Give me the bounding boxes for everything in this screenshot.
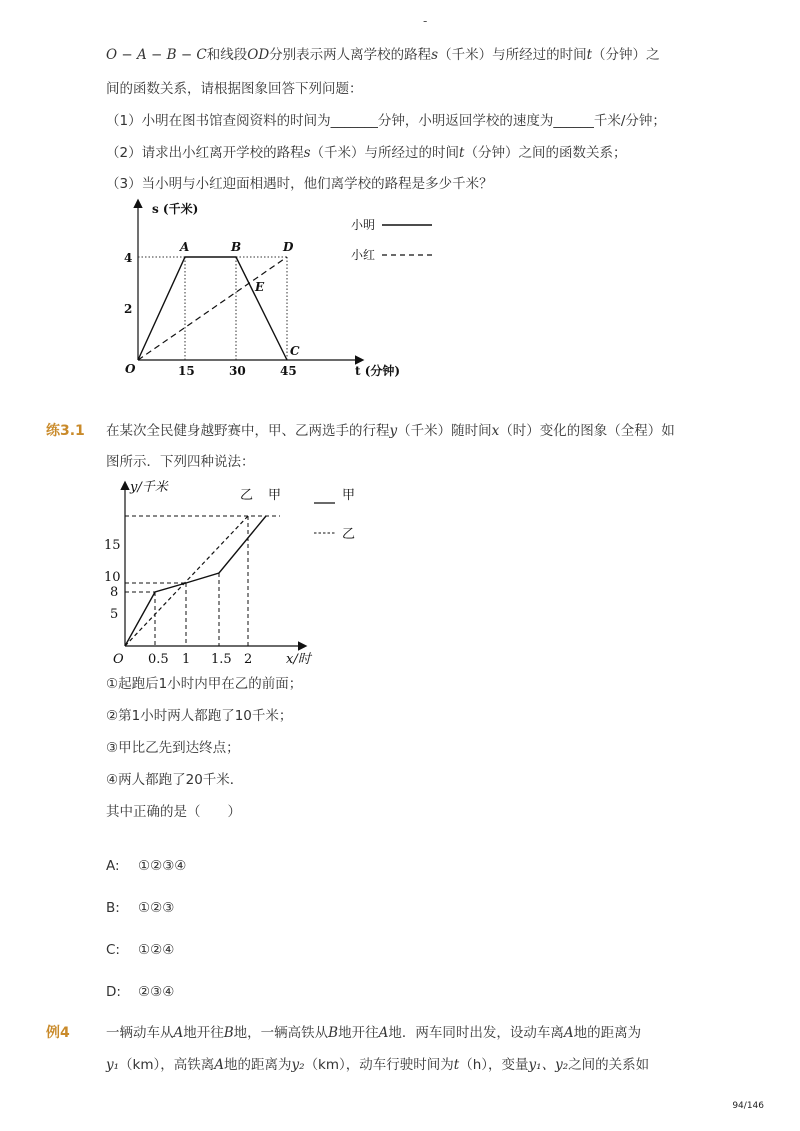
text: （千米）与所经过的时间 (438, 47, 587, 63)
math-od: OD (247, 47, 270, 63)
header-mark: - (423, 14, 428, 28)
text: （km），高铁离 (119, 1057, 215, 1073)
statement-3: ③甲比乙先到达终点； (106, 740, 240, 756)
math-path: O − A − B − C (106, 47, 207, 63)
math-t: t (453, 1057, 460, 1073)
top-label-yi: 乙 (240, 488, 254, 503)
math-t: t (586, 47, 593, 63)
text: 分别表示两人离学校的路程 (269, 47, 432, 63)
q-prev-q2 (106, 144, 626, 162)
ex31-line1 (106, 422, 675, 440)
math-x: x (491, 423, 500, 439)
x-tick-15: 15 (178, 364, 195, 378)
option-value: ②③④ (138, 984, 175, 1000)
text: 地．两车同时出发，设动车离 (388, 1025, 564, 1041)
text: （千米）随时间 (397, 423, 492, 439)
ex4-line1 (106, 1024, 641, 1042)
q-prev-q3: （3）当小明与小红迎面相遇时，他们离学校的路程是多少千米？ (106, 176, 493, 192)
point-c-label: C (290, 344, 300, 358)
x-tick-0.5: 0.5 (148, 652, 169, 667)
example-tag-text: 例4 (46, 1025, 70, 1041)
legend-xiaohong-label: 小红 (351, 248, 376, 262)
text: 地开往 (183, 1025, 224, 1041)
point-b-label: B (231, 240, 242, 254)
example-tag (46, 1024, 70, 1042)
option-value: ①②③④ (138, 858, 187, 874)
option-b[interactable] (106, 899, 174, 917)
legend-jia-label: 甲 (342, 488, 356, 503)
ex4-line2 (106, 1056, 649, 1074)
text: （千米）与所经过的时间 (310, 145, 460, 161)
option-d[interactable] (106, 983, 174, 1001)
origin-label: O (113, 652, 124, 667)
question-ask: 其中正确的是（ ） (106, 804, 241, 820)
option-key: D: (106, 984, 121, 1000)
text: 地，一辆高铁从 (233, 1025, 329, 1041)
legend-yi-label: 乙 (342, 527, 356, 542)
text: （h），变量 (459, 1057, 529, 1073)
top-label-jia: 甲 (268, 488, 282, 503)
math-a: A (563, 1025, 574, 1041)
statement-1: ①起跑后1小时内甲在乙的前面； (106, 676, 303, 692)
series-xiaohong (138, 257, 287, 360)
y-tick-8: 8 (110, 585, 119, 600)
option-value: ①②④ (138, 942, 175, 958)
x-tick-2: 2 (244, 652, 253, 667)
x-tick-1.5: 1.5 (211, 652, 232, 667)
math-s: s (431, 47, 439, 63)
exercise-tag (46, 422, 85, 440)
text: （时）变化的图象（全程）如 (499, 423, 675, 439)
math-y1-y2: y₁、y₂ (528, 1057, 569, 1073)
y-axis-label: y/千米 (130, 480, 168, 495)
point-a-label: A (180, 240, 190, 254)
y-tick-5: 5 (110, 607, 119, 622)
option-a[interactable] (106, 857, 186, 875)
x-axis-label: t (分钟) (355, 364, 401, 378)
legend-xiaoming-label: 小明 (351, 218, 376, 232)
x-tick-45: 45 (280, 364, 297, 378)
text: （分钟）之 (592, 47, 660, 63)
point-e-label: E (255, 280, 265, 294)
math-a: A (378, 1025, 389, 1041)
math-a: A (173, 1025, 184, 1041)
math-a: A (214, 1057, 225, 1073)
statement-4: ④两人都跑了20千米． (106, 772, 244, 788)
option-key: A: (106, 858, 120, 874)
text: （km），动车行驶时间为 (304, 1057, 454, 1073)
text: （分钟）之间的函数关系； (464, 145, 627, 161)
x-tick-30: 30 (229, 364, 246, 378)
math-y1: y₁ (106, 1057, 120, 1073)
ex31-line2: 图所示．下列四种说法： (106, 454, 255, 470)
y-tick-10: 10 (104, 570, 121, 585)
math-b: B (328, 1025, 339, 1041)
math-b: B (223, 1025, 234, 1041)
math-s: s (303, 145, 311, 161)
text: 和线段 (206, 47, 248, 63)
text: （2）请求出小红离开学校的路程 (106, 145, 304, 161)
text: 一辆动车从 (106, 1025, 174, 1041)
q-prev-line1 (106, 46, 660, 64)
y-tick-2: 2 (124, 302, 133, 316)
option-key: B: (106, 900, 120, 916)
page-number: 94/146 (732, 1101, 764, 1111)
text: 地的距离为 (224, 1057, 292, 1073)
math-y: y (389, 423, 398, 439)
q-prev-q1: （1）小明在图书馆查阅资料的时间为_______分钟，小明返回学校的速度为______千米/分钟； (106, 113, 666, 129)
x-tick-1: 1 (182, 652, 191, 667)
option-c[interactable] (106, 941, 174, 959)
origin-label: O (125, 362, 136, 376)
text: 地的距离为 (573, 1025, 642, 1041)
chart1 (100, 195, 460, 385)
text: 地开往 (338, 1025, 379, 1041)
text: 在某次全民健身越野赛中，甲、乙两选手的行程 (106, 423, 390, 439)
text: 之间的关系如 (568, 1057, 650, 1073)
q-prev-line2: 间的函数关系，请根据图象回答下列问题： (106, 81, 363, 97)
x-axis-label: x/时 (286, 652, 311, 667)
point-d-label: D (283, 240, 294, 254)
y-tick-4: 4 (124, 251, 133, 265)
option-value: ①②③ (138, 900, 175, 916)
math-y2: y₂ (291, 1057, 305, 1073)
y-axis-label: s (千米) (152, 202, 199, 216)
series-jia (125, 516, 266, 646)
y-tick-15: 15 (104, 538, 121, 553)
option-key: C: (106, 942, 120, 958)
statement-2: ②第1小时两人都跑了10千米； (106, 708, 293, 724)
math-t: t (459, 145, 465, 161)
exercise-tag-text: 练3.1 (46, 423, 85, 439)
chart2 (100, 475, 400, 670)
